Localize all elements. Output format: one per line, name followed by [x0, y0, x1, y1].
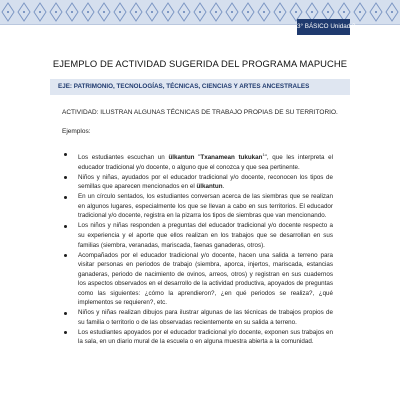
motif-dot: [199, 11, 201, 13]
eje-banner: [50, 79, 350, 95]
motif-dot: [359, 11, 361, 13]
motif-dot: [7, 11, 9, 13]
motif-dot: [247, 11, 249, 13]
bullet-icon: [64, 331, 67, 334]
list-item: Los niños y niñas responden a preguntas del educador tradicional y/o docente respecto a su experiencia y el aporte que ellos realizan en los trabajos que se desarrollan en sus familias (siembra, veranadas, mariscada, faenas ganaderas, otros).: [62, 221, 333, 250]
motif-dot: [311, 11, 313, 13]
examples-label: Ejemplos:: [62, 128, 91, 135]
motif-dot: [135, 11, 137, 13]
motif-dot: [55, 11, 57, 13]
eje-label: EJE: PATRIMONIO, TECNOLOGÍAS, TÉCNICAS, CIENCIAS Y ARTES ANCESTRALES: [58, 83, 310, 90]
grade-unit-badge: 3° BÁSICO Unidad 2: [297, 19, 350, 35]
motif-dot: [23, 11, 25, 13]
activity-heading: ACTIVIDAD: ILUSTRAN ALGUNAS TÉCNICAS DE TRABAJO PROPIAS DE SU TERRITORIO.: [62, 109, 338, 116]
bullet-icon: [64, 176, 67, 179]
motif-dot: [39, 11, 41, 13]
bullet-icon: [64, 312, 67, 315]
motif-dot: [263, 11, 265, 13]
list-item: Los estudiantes escuchan un ülkantun "Txanamean tukukan$^1$", que les interpreta el educador tradicional y/o docente, o alguno que el conozca y que sea pertinente.: [62, 150, 333, 172]
motif-dot: [327, 11, 329, 13]
motif-dot: [215, 11, 217, 13]
motif-dot: [71, 11, 73, 13]
motif-dot: [279, 11, 281, 13]
bullet-icon: [64, 153, 67, 156]
motif-dot: [167, 11, 169, 13]
motif-dot: [183, 11, 185, 13]
examples-list: [62, 150, 333, 348]
bullet-icon: [64, 225, 67, 228]
motif-dot: [87, 11, 89, 13]
page-title: EJEMPLO DE ACTIVIDAD SUGERIDA DEL PROGRAMA MAPUCHE: [52, 58, 348, 69]
list-item: Niños y niñas realizan dibujos para ilustrar algunas de las técnicas de trabajos propios de su familia o territorio o de las observadas recientemente en su salida a terreno.: [62, 308, 333, 327]
list-item: Los estudiantes apoyados por el educador tradicional y/o docente, exponen sus trabajos en la sala, en un diario mural de la escuela o en alguna muestra abierta a la comunidad.: [62, 328, 333, 347]
motif-dot: [231, 11, 233, 13]
motif-dot: [343, 11, 345, 13]
motif-dot: [151, 11, 153, 13]
bullet-icon: [64, 254, 67, 257]
list-item: Acompañados por el educador tradicional y/o docente, hacen una salida a terreno para visitar personas en periodos de trabajo (siembra, aporca, injertos, mariscada, estancias ganaderas, periodo de nacimiento de ovinos, arreos, otros) y registran en sus cuadernos los aspectos observados en el desarrollo de la actividad productiva, apoyados de preguntas como las siguientes: ¿cómo la aprendieron?, ¿en qué periodos se realiza?, ¿qué implementos se requieren?, etc.: [62, 251, 333, 308]
motif-dot: [119, 11, 121, 13]
list-item: En un círculo sentados, los estudiantes conversan acerca de las siembras que se realizan en algunos lugares, especialmente los que se llevan a cabo en sus territorios. El educador tradicional y/o docente, registra en la pizarra los tipos de siembras que van mencionando.: [62, 192, 333, 221]
bullet-icon: [64, 196, 67, 199]
motif-dot: [375, 11, 377, 13]
motif-dot: [295, 11, 297, 13]
motif-dot: [103, 11, 105, 13]
list-item: Niños y niñas, ayudados por el educador tradicional y/o docente, reconocen los tipos de semillas que aparecen mencionados en el ülkantun.: [62, 173, 333, 192]
motif-dot: [391, 11, 393, 13]
